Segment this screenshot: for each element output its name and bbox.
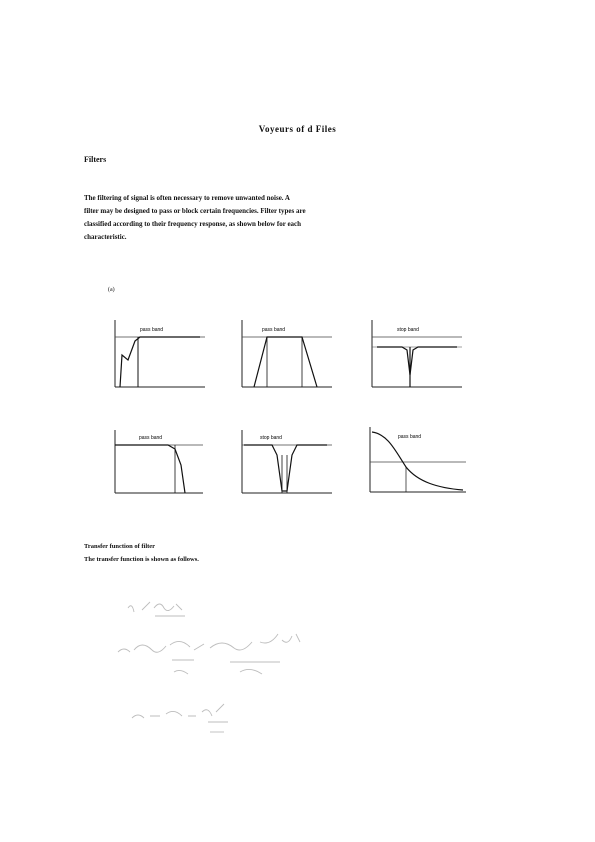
paragraph-line: classified according to their frequency response, as shown below for each xyxy=(84,220,302,228)
bandpass-plot xyxy=(232,315,342,395)
bandstop-plot xyxy=(232,425,342,505)
plot-label: stop band xyxy=(260,435,282,441)
lower-line: The transfer function is shown as follows. xyxy=(84,556,199,563)
paragraph-line: The filtering of signal is often necessary to remove unwanted noise. A xyxy=(84,194,290,202)
lower-line: Transfer function of filter xyxy=(84,543,156,550)
figure-label: (a) xyxy=(108,287,115,293)
lower-text xyxy=(84,540,199,566)
plot-label: pass band xyxy=(262,327,286,333)
plot-label: stop band xyxy=(397,327,419,333)
lowpass-plot xyxy=(103,425,213,505)
paragraph-line: filter may be designed to pass or block certain frequencies. Filter types are xyxy=(84,207,306,215)
plot-label: pass band xyxy=(139,435,163,441)
plot-label: pass band xyxy=(140,327,164,333)
page-title: Voyeurs of d Files xyxy=(258,124,337,134)
plot-label: pass band xyxy=(398,434,422,440)
rolloff-plot xyxy=(358,422,473,502)
intro-paragraph xyxy=(84,192,514,244)
notch-plot xyxy=(362,315,472,395)
highpass-plot xyxy=(100,315,210,395)
section-heading: Filters xyxy=(84,155,107,164)
handwritten-formulas xyxy=(110,590,340,765)
paragraph-line: characteristic. xyxy=(84,233,127,241)
